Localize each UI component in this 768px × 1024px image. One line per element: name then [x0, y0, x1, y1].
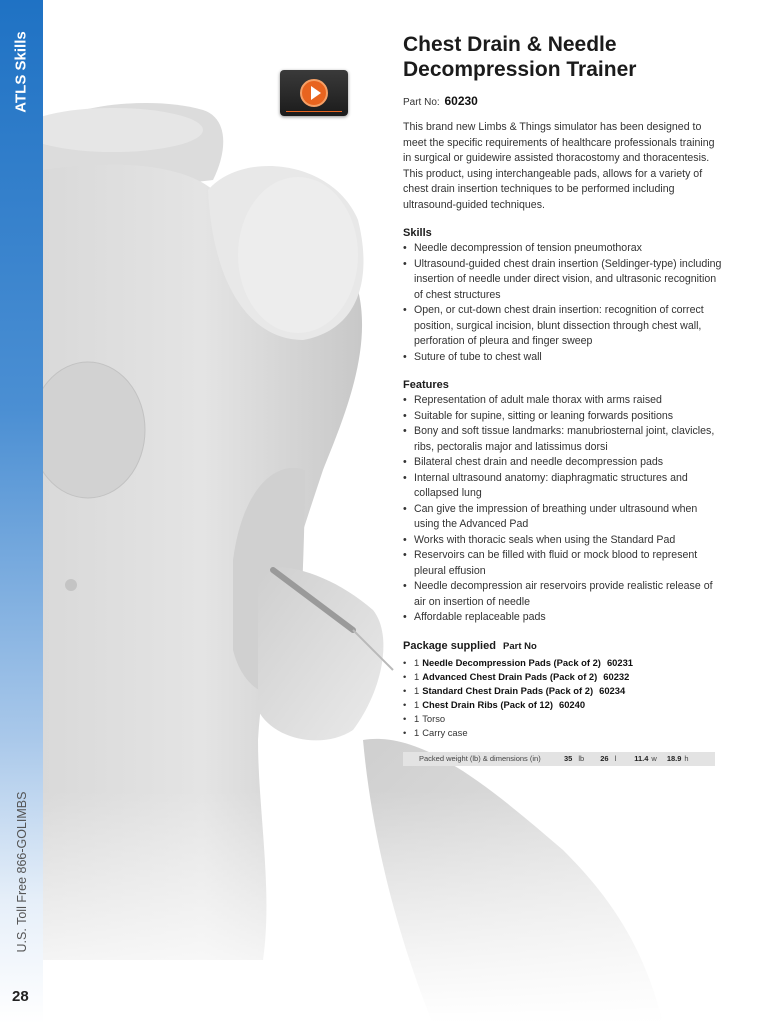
list-item: • Suitable for supine, sitting or leaning forwards positions — [403, 409, 723, 425]
list-item: • Needle decompression air reservoirs provide realistic release of air on insertion of needle — [403, 579, 723, 610]
package-item — [403, 670, 723, 684]
list-item: • Reservoirs can be filled with fluid or mock blood to represent pleural effusion — [403, 548, 723, 579]
package-item — [403, 656, 723, 670]
item-part-no: 60234 — [599, 684, 626, 696]
part-number — [403, 94, 723, 108]
item-qty: 1 — [414, 656, 420, 668]
list-item: • Representation of adult male thorax with arms raised — [403, 393, 723, 409]
page-number: 28 — [12, 988, 29, 1005]
spec-weight: 35 — [564, 754, 573, 763]
features-heading: Features — [403, 379, 449, 391]
item-qty: 1 — [414, 684, 420, 696]
video-play-button[interactable] — [280, 70, 348, 116]
spec-width: 11.4 — [634, 754, 649, 763]
product-description: This brand new Limbs & Things simulator has been designed to meet the specific requirements of healthcare professionals training in surgical or guidewire assisted thoracostomy and thoracentesis. This product, using interchangeable pads, allows for a variety of chest drain insertion techniques to be performed including ultrasound-guided techniques. — [403, 121, 715, 211]
list-item: • Bilateral chest drain and needle decompression pads — [403, 455, 723, 471]
part-number-label: Part No: — [403, 97, 440, 108]
item-name: Standard Chest Drain Pads (Pack of 2) — [422, 684, 594, 696]
skills-list — [403, 241, 723, 365]
package-item — [403, 712, 723, 726]
features-list — [403, 393, 723, 626]
item-part-no: 60231 — [606, 656, 634, 668]
package-list — [403, 656, 723, 740]
list-item: • Ultrasound-guided chest drain insertion (Seldinger-type) including insertion of needle under direct vision, and ultrasonic recognition of chest structures — [403, 257, 723, 304]
list-item: • Can give the impression of breathing under ultrasound when using the Advanced Pad — [403, 502, 723, 533]
package-heading — [403, 640, 723, 652]
item-part-no: 60232 — [603, 670, 630, 682]
spec-height-unit: h — [684, 754, 689, 763]
package-part-column: Part No — [503, 640, 537, 652]
section-title: ATLS Skills — [12, 31, 30, 113]
spec-bar — [403, 752, 715, 766]
item-qty: 1 — [414, 698, 420, 710]
product-title — [403, 32, 723, 82]
list-item: • Bony and soft tissue landmarks: manubriosternal joint, clavicles, ribs, pectoralis major and latissimus dorsi — [403, 424, 723, 455]
item-name: Needle Decompression Pads (Pack of 2) — [422, 656, 601, 668]
title-line-2: Decompression Trainer — [403, 58, 637, 81]
item-part-no: 60240 — [558, 698, 586, 710]
list-item: • Affordable replaceable pads — [403, 610, 723, 626]
package-item — [403, 698, 723, 712]
list-item: • Needle decompression of tension pneumothorax — [403, 241, 723, 257]
spec-width-unit: w — [651, 754, 657, 763]
product-details — [403, 32, 723, 766]
play-icon — [300, 79, 328, 107]
spec-height: 18.9 — [666, 754, 682, 763]
part-number-value: 60230 — [444, 94, 478, 108]
package-item — [403, 684, 723, 698]
spec-length: 26 — [600, 754, 609, 763]
item-qty: 1 — [414, 726, 420, 738]
item-qty: 1 — [414, 712, 420, 724]
item-qty: 1 — [414, 670, 420, 682]
toll-free-number: U.S. Toll Free 866-GOLIMBS — [15, 791, 29, 953]
package-title: Package supplied — [403, 639, 496, 652]
spec-length-unit: l — [614, 754, 617, 763]
title-line-1: Chest Drain & Needle — [403, 33, 617, 56]
item-name: Chest Drain Ribs (Pack of 12) — [422, 698, 553, 710]
spec-weight-unit: lb — [578, 754, 585, 763]
skills-heading: Skills — [403, 227, 432, 239]
list-item: • Internal ultrasound anatomy: diaphragmatic structures and collapsed lung — [403, 471, 723, 502]
item-name: Advanced Chest Drain Pads (Pack of 2) — [422, 670, 598, 682]
list-item: • Open, or cut-down chest drain insertion: recognition of correct position, surgical incision, blunt dissection through chest wall, perforation of pleura and finger sweep — [403, 303, 723, 350]
list-item: • Suture of tube to chest wall — [403, 350, 723, 366]
item-name: Carry case — [422, 726, 468, 738]
sidebar — [0, 0, 43, 1024]
spec-label: Packed weight (lb) & dimensions (in) — [419, 754, 541, 763]
list-item: • Works with thoracic seals when using the Standard Pad — [403, 533, 723, 549]
package-item — [403, 726, 723, 740]
item-name: Torso — [422, 712, 446, 724]
